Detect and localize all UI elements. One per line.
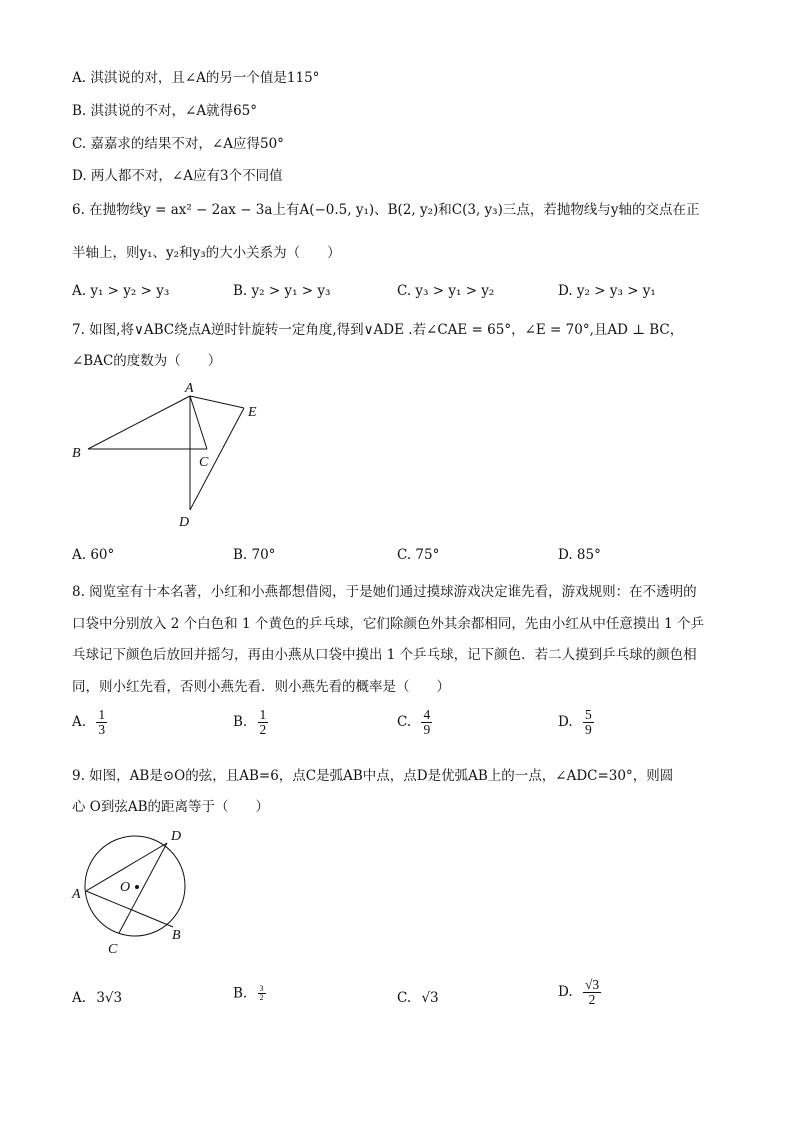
fraction: $\frac{4}{9}$ — [423, 707, 431, 738]
segment-ab — [88, 396, 190, 449]
point-label-e: E — [248, 405, 257, 420]
point-label-a: A — [185, 381, 194, 396]
q9-stem-line1: 9. 如图，AB是⊙O的弦，且AB=6，点C是弧AB中点，点D是优弧AB上的一点，∠ADC=30°，则圆 — [72, 768, 674, 784]
q7-stem-line1: 7. 如图,将∨ABC绕点A逆时针旋转一定角度,得到∨ADE .若∠CAE = 65°，∠E = 70°,且AD ⊥ BC， — [72, 322, 684, 338]
q7-option-a: A. 60° — [72, 547, 115, 563]
fraction: $\frac{1}{3}$ — [98, 707, 106, 738]
q8-stem-line4: 同，则小红先看，否则小燕先看．则小燕先看的概率是（ ） — [72, 679, 450, 695]
q6-stem-line1: 6. 在抛物线y = ax² − 2ax − 3a上有A(−0.5, y₁)、B(2, y₂)和C(3, y₃)三点，若抛物线与y轴的交点在正 — [72, 202, 700, 218]
q7-stem-line2: ∠BAC的度数为（ ） — [72, 353, 222, 369]
q5-option-b: B. 淇淇说的不对，∠A就得65° — [72, 103, 257, 119]
q7-triangle-figure — [60, 372, 280, 532]
q8-stem-line1: 8. 阅览室有十本名著，小红和小燕都想借阅，于是她们通过摸球游戏决定谁先看，游戏规则：在不透明的 — [72, 584, 697, 600]
q6-option-d: D. y₂ > y₃ > y₁ — [558, 283, 656, 299]
point-label-d: D — [171, 829, 182, 844]
q9-option-c: C. √3 — [397, 990, 439, 1006]
q7-option-b: B. 70° — [233, 547, 276, 563]
q6-stem-line2: 半轴上，则y₁、y₂和y₃的大小关系为（ ） — [72, 245, 341, 261]
q9-circle-figure — [60, 820, 210, 960]
q9-stem-line2: 心 O到弦AB的距离等于（ ） — [72, 799, 270, 815]
fraction: $\frac{5}{9}$ — [584, 707, 592, 738]
q6-option-b: B. y₂ > y₁ > y₃ — [233, 283, 331, 299]
q8-stem-line3: 乓球记下颜色后放回并摇匀，再由小燕从口袋中摸出 1 个乒乓球，记下颜色．若二人摸到乒乓球的颜色相 — [72, 647, 697, 663]
point-label-a: A — [72, 887, 81, 902]
q8-stem-line2: 口袋中分别放入 2 个白色和 1 个黄色的乒乓球，它们除颜色外其余都相同，先由小红从中任意摸出 1 个乒 — [72, 616, 705, 632]
q5-option-d: D. 两人都不对，∠A应有3个不同值 — [72, 168, 283, 184]
q8-option-c: C. $\frac{4}{9}$ — [397, 707, 431, 738]
q6-option-c: C. y₃ > y₁ > y₂ — [397, 283, 495, 299]
segment-ac — [190, 396, 207, 449]
q9-option-b: B. $\frac{3}{2}$ — [233, 984, 264, 1003]
q8-option-b: B. $\frac{1}{2}$ — [233, 707, 267, 738]
q7-option-c: C. 75° — [397, 547, 440, 563]
point-label-c: C — [108, 942, 118, 957]
center-point — [135, 885, 139, 889]
q5-option-c: C. 嘉嘉求的结果不对，∠A应得50° — [72, 136, 284, 152]
segment-ab — [86, 891, 173, 927]
point-label-c: C — [199, 455, 209, 470]
point-label-b: B — [172, 928, 181, 943]
segment-ae — [190, 396, 244, 408]
q5-option-a: A. 淇淇说的对，且∠A的另一个值是115° — [72, 70, 320, 86]
fraction: $\frac{1}{2}$ — [259, 707, 267, 738]
point-label-b: B — [72, 446, 81, 461]
point-label-o: O — [120, 880, 131, 895]
fraction: $\frac{3}{2}$ — [259, 984, 264, 1003]
q8-option-d: D. $\frac{5}{9}$ — [558, 707, 592, 738]
circle-o — [85, 836, 185, 936]
q6-option-a: A. y₁ > y₂ > y₃ — [72, 283, 170, 299]
q9-option-d: D. $\frac{√3}{2}$ — [558, 977, 600, 1008]
point-label-d: D — [179, 515, 190, 530]
q9-option-a: A. 3√3 — [72, 990, 123, 1006]
fraction: $\frac{√3}{2}$ — [584, 977, 600, 1008]
q7-option-d: D. 85° — [558, 547, 601, 563]
q8-option-a: A. $\frac{1}{3}$ — [72, 707, 106, 738]
